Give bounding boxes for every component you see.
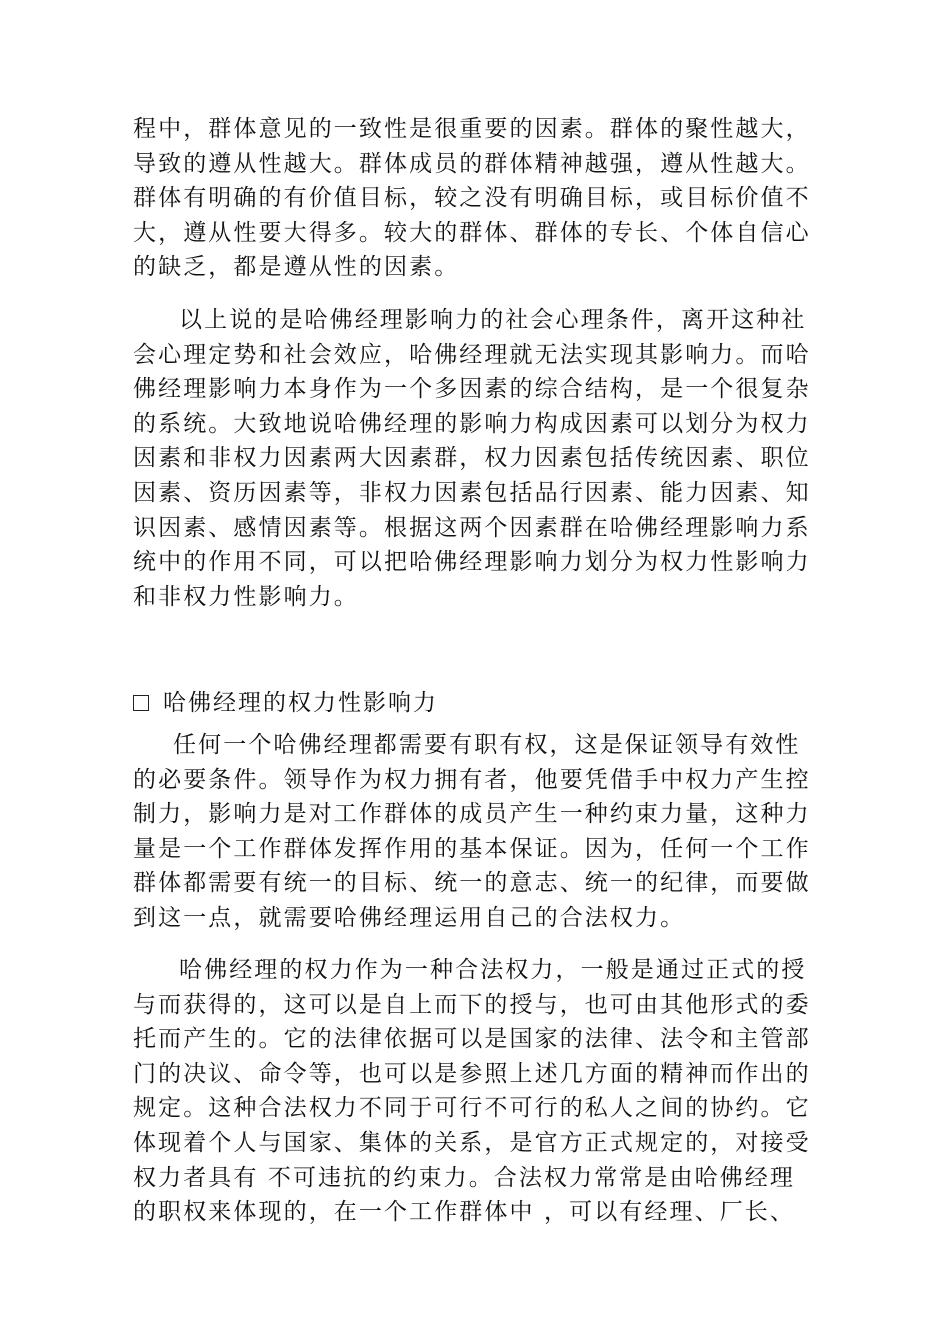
paragraph-line: 导致的遵从性越大。群体成员的群体精神越强，遵从性越大。 <box>133 150 811 177</box>
paragraph-line: 量是一个工作群体发挥作用的基本保证。因为，任何一个工作 <box>133 835 811 862</box>
paragraph-line: 的缺乏，都是遵从性的因素。 <box>133 254 460 281</box>
paragraph-line: 体现着个人与国家、集体的关系，是官方正式规定的，对接受 <box>133 1129 811 1156</box>
paragraph-line: 哈佛经理的权力作为一种合法权力，一般是通过正式的授 <box>179 957 807 983</box>
paragraph-line: 与而获得的，这可以是自上而下的授与，也可由其他形式的委 <box>133 991 811 1018</box>
paragraph-line: 因素、资历因素等，非权力因素包括品行因素、能力因素、知 <box>133 479 811 506</box>
paragraph-line: 制力，影响力是对工作群体的成员产生一种约束力量，这种力 <box>133 801 811 828</box>
section-heading-text: 哈佛经理的权力性影响力 <box>163 690 438 716</box>
paragraph-line: 识因素、感情因素等。根据这两个因素群在哈佛经理影响力系 <box>133 514 811 541</box>
section-heading <box>133 686 438 720</box>
paragraph-line: 和非权力性影响力。 <box>133 583 359 610</box>
paragraph-line: 因素和非权力因素两大因素群，权力因素包括传统因素、职位 <box>133 445 811 472</box>
paragraph-line: 的职权来体现的，在一个工作群体中 ，可以有经理、厂长、 <box>133 1199 796 1226</box>
paragraph-line: 托而产生的。它的法律依据可以是国家的法律、法令和主管部 <box>133 1026 811 1053</box>
paragraph-line: 的系统。大致地说哈佛经理的影响力构成因素可以划分为权力 <box>133 410 811 437</box>
paragraph-2 <box>133 303 823 614</box>
paragraph-line: 权力者具有 不可违抗的约束力。合法权力常常是由哈佛经理 <box>133 1164 796 1191</box>
paragraph-3 <box>133 728 823 936</box>
paragraph-line: 规定。这种合法权力不同于可行不可行的私人之间的协约。它 <box>133 1095 811 1122</box>
paragraph-line: 佛经理影响力本身作为一个多因素的综合结构，是一个很复杂 <box>133 376 811 403</box>
paragraph-line: 程中，群体意见的一致性是很重要的因素。群体的聚性越大， <box>133 116 811 142</box>
paragraph-line: 群体有明确的有价值目标，较之没有明确目标，或目标价值不 <box>133 185 811 212</box>
paragraph-line: 群体都需要有统一的目标、统一的意志、统一的纪律，而要做 <box>133 870 811 897</box>
paragraph-line: 的必要条件。领导作为权力拥有者，他要凭借手中权力产生控 <box>133 766 811 793</box>
paragraph-line: 会心理定势和社会效应，哈佛经理就无法实现其影响力。而哈 <box>133 341 811 368</box>
paragraph-line: 门的决议、命令等，也可以是参照上述几方面的精神而作出的 <box>133 1060 811 1087</box>
paragraph-line: 统中的作用不同，可以把哈佛经理影响力划分为权力性影响力 <box>133 549 811 576</box>
checkbox-icon <box>133 695 149 711</box>
paragraph-1 <box>133 112 823 285</box>
paragraph-line: 到这一点，就需要哈佛经理运用自己的合法权力。 <box>133 904 686 931</box>
paragraph-line: 大，遵从性要大得多。较大的群体、群体的专长、个体自信心 <box>133 219 811 246</box>
paragraph-4 <box>133 953 823 1230</box>
paragraph-line: 以上说的是哈佛经理影响力的社会心理条件，离开这种社 <box>179 307 807 333</box>
paragraph-line: 任何一个哈佛经理都需要有职有权，这是保证领导有效性 <box>173 732 801 758</box>
